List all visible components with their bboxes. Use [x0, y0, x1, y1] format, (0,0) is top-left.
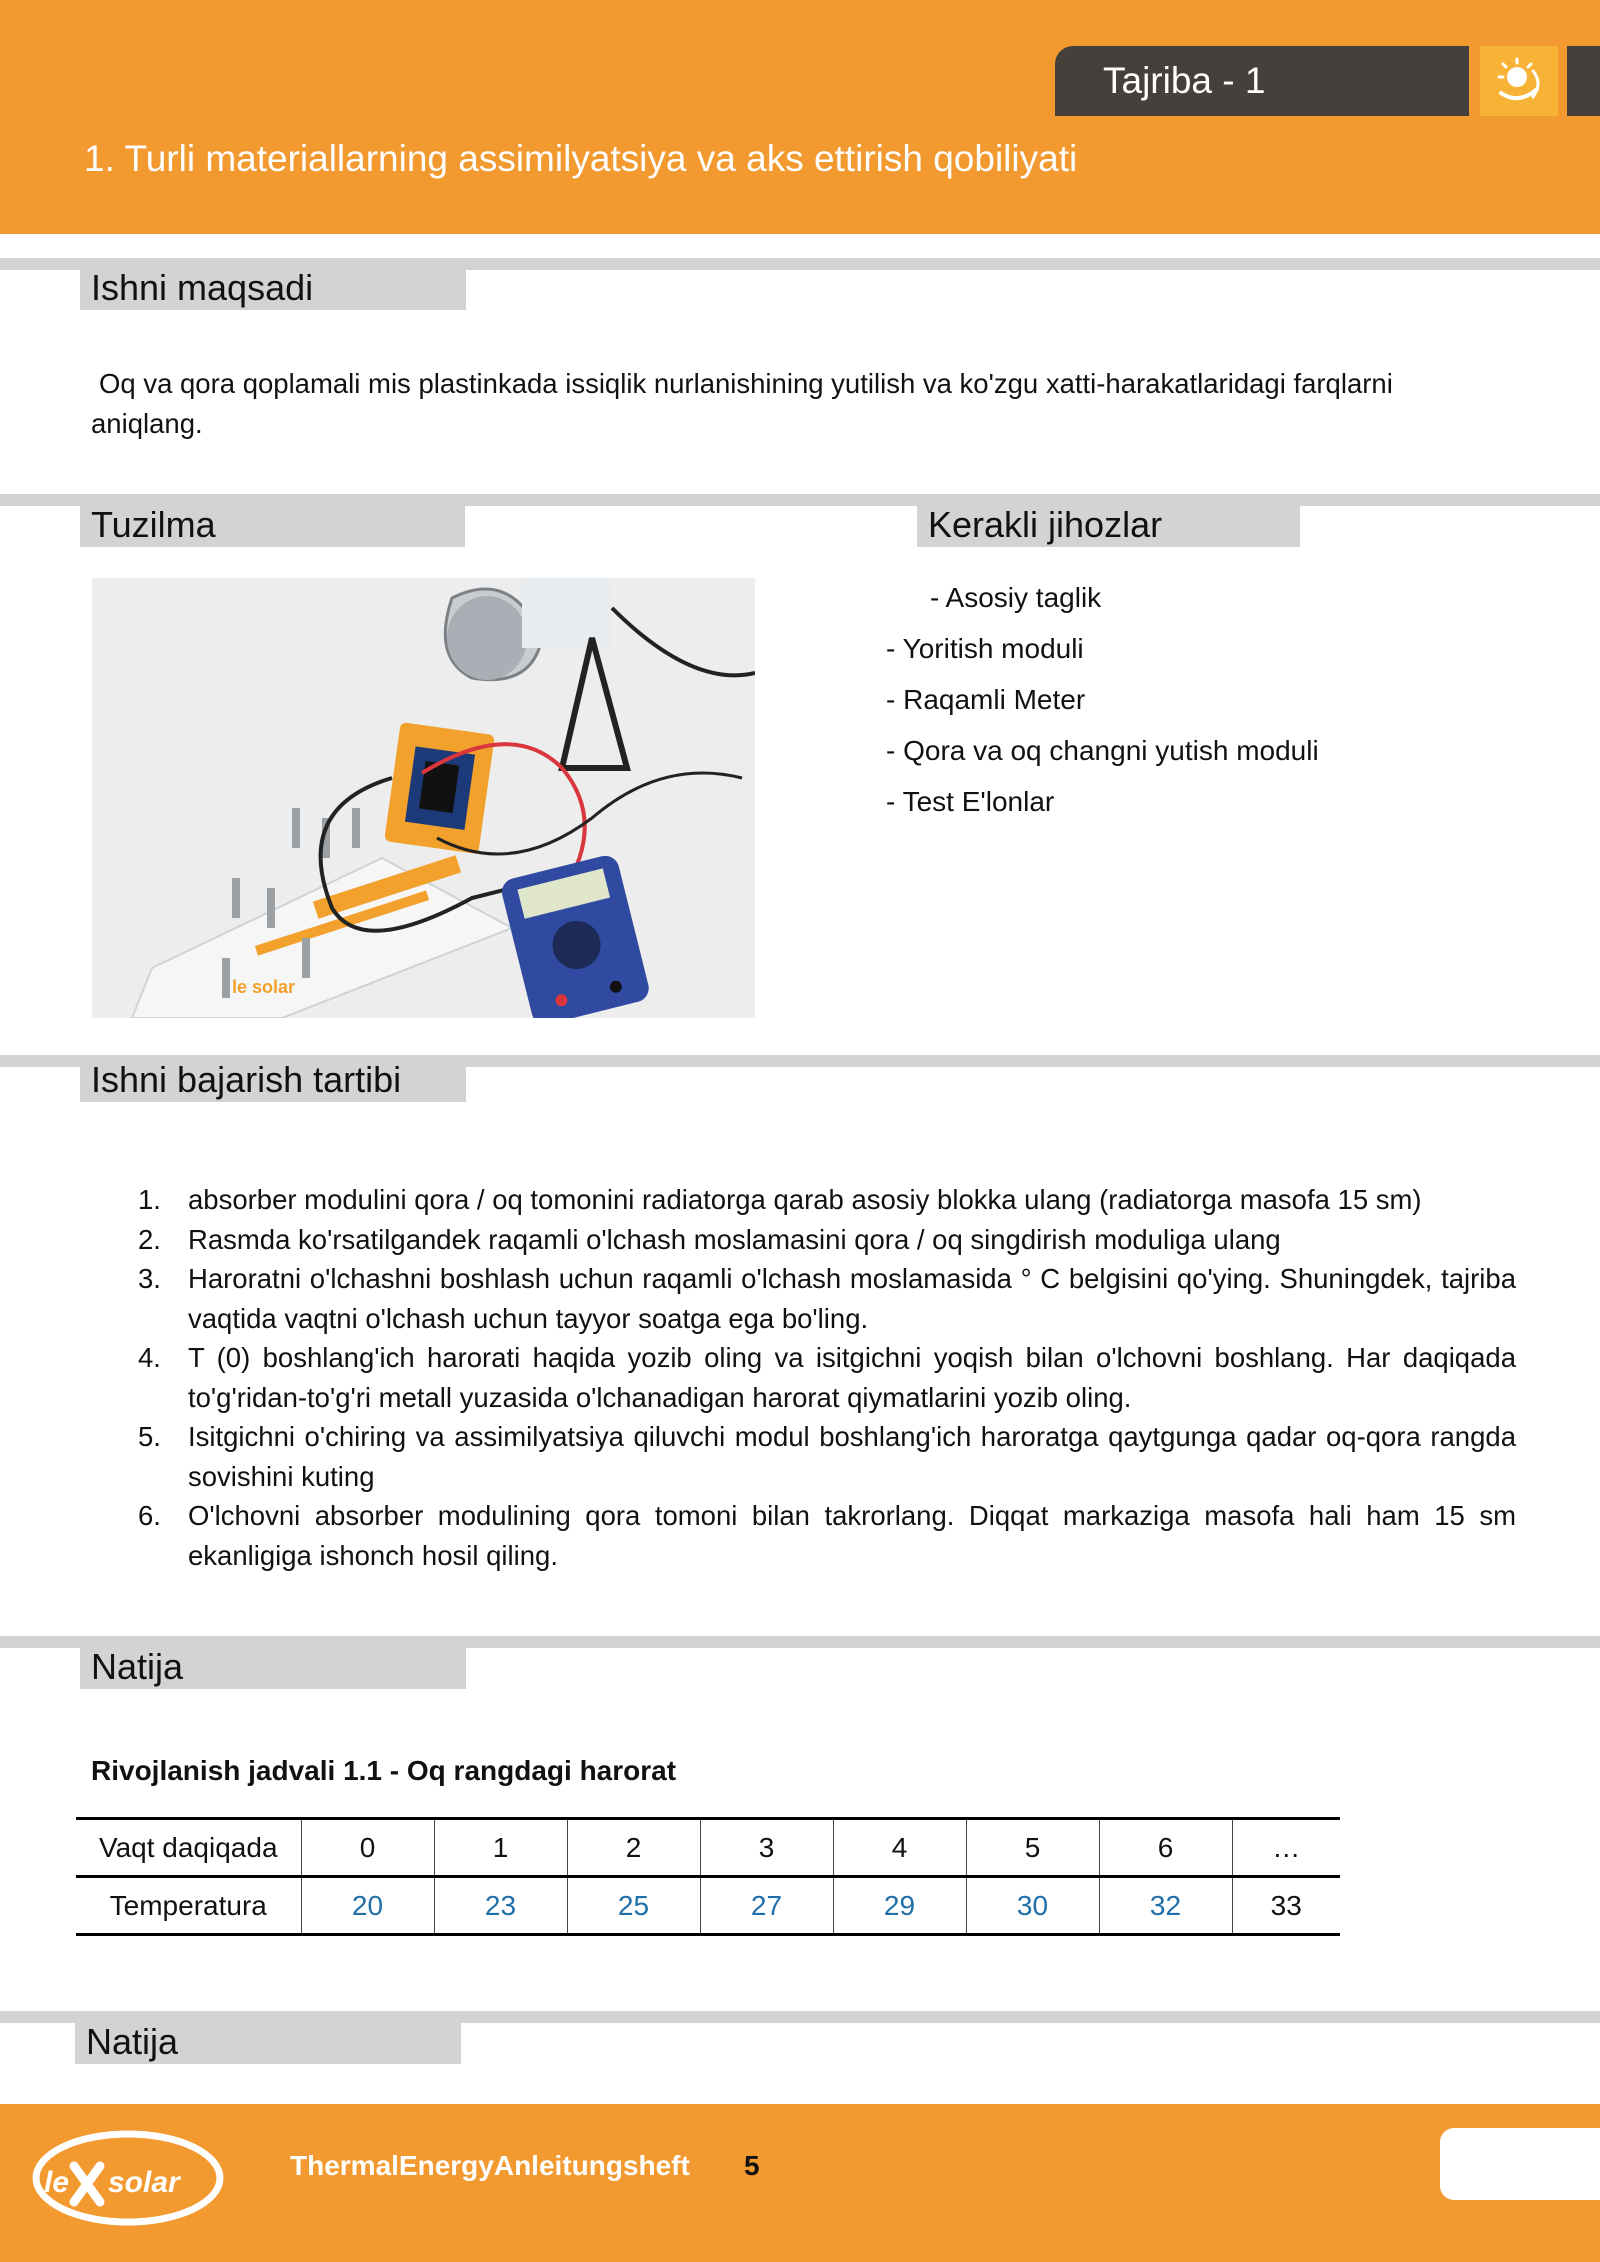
- time-cell: 0: [301, 1819, 434, 1877]
- equipment-item: - Yoritish moduli: [886, 633, 1084, 664]
- page-title: 1. Turli materiallarning assimilyatsiya va aks ettirish qobiliyati: [84, 138, 1078, 179]
- step-number: 3.: [138, 1263, 161, 1294]
- step-text: Rasmda ko'rsatilgandek raqamli o'lchash moslamasini qora / oq singdirish moduliga ulang: [188, 1223, 1281, 1255]
- temperature-cell: 29: [833, 1877, 966, 1935]
- header-accent-strip: [1567, 46, 1600, 116]
- time-cell: …: [1232, 1819, 1340, 1877]
- step-text: Isitgichni o'chiring va assimilyatsiya qiluvchi modul boshlang'ich haroratga qaytgunga qadar oq-qora rangda sovishini kuting: [188, 1421, 1516, 1492]
- procedure-list: [138, 1180, 1516, 1575]
- page-number: 5: [744, 2150, 760, 2181]
- time-cell: 1: [434, 1819, 567, 1877]
- list-item: [138, 1180, 1516, 1220]
- section-label-equipment: Kerakli jihozlar: [917, 503, 1300, 547]
- section-label-procedure: Ishni bajarish tartibi: [80, 1058, 466, 1102]
- footer-title: ThermalEnergyAnleitungsheft: [290, 2150, 690, 2181]
- equipment-item: - Qora va oq changni yutish moduli: [886, 735, 1319, 766]
- list-item: [138, 1259, 1516, 1338]
- equipment-item: - Asosiy taglik: [930, 582, 1102, 613]
- row-header-time: Vaqt daqiqada: [76, 1819, 301, 1877]
- equipment-item: - Raqamli Meter: [886, 684, 1086, 715]
- table-row: [76, 1877, 1340, 1935]
- page-header: [0, 0, 1600, 234]
- results-table: [76, 1817, 1340, 1936]
- section-label-goal: Ishni maqsadi: [80, 266, 466, 310]
- equipment-list: [886, 572, 1446, 827]
- list-item: [138, 1496, 1516, 1575]
- page-footer: [0, 2104, 1600, 2262]
- section-label-result: Natija: [80, 1645, 466, 1689]
- goal-text: Oq va qora qoplamali mis plastinkada issiqlik nurlanishining yutilish va ko'zgu xatti-harakatlaridagi farqlarni aniqlang.: [91, 368, 1393, 439]
- time-cell: 5: [966, 1819, 1099, 1877]
- time-cell: 4: [833, 1819, 966, 1877]
- list-item: [138, 1417, 1516, 1496]
- time-cell: 6: [1099, 1819, 1232, 1877]
- step-number: 1.: [138, 1184, 161, 1215]
- temperature-cell: 20: [301, 1877, 434, 1935]
- temperature-cell: 27: [700, 1877, 833, 1935]
- step-number: 2.: [138, 1223, 161, 1255]
- list-item: [138, 1220, 1516, 1260]
- section-label-structure: Tuzilma: [80, 503, 465, 547]
- step-text: T (0) boshlang'ich harorati haqida yozib oling va isitgichni yoqish bilan o'lchovni boshlang. Har daqiqada to'g'ridan-to'g'ri metall yuzasida o'lchanadigan harorat qiymatlarini yozib oling.: [188, 1342, 1516, 1413]
- experiment-setup-photo: [92, 578, 755, 1018]
- svg-text:le solar: le solar: [232, 977, 296, 997]
- temperature-cell: 25: [567, 1877, 700, 1935]
- experiment-tag: Tajriba - 1: [1055, 46, 1469, 116]
- temperature-cell: 32: [1099, 1877, 1232, 1935]
- list-item: [138, 1338, 1516, 1417]
- temperature-cell: 23: [434, 1877, 567, 1935]
- equipment-item: - Test E'lonlar: [886, 786, 1055, 817]
- step-number: 6.: [138, 1500, 161, 1531]
- step-text: Haroratni o'lchashni boshlash uchun raqamli o'lchash moslamasida ° C belgisini qo'ying. Shuningdek, tajriba vaqtida vaqtni o'lchash uchun tayyor soatga ega bo'ling.: [188, 1263, 1516, 1334]
- footer-tab: [1440, 2128, 1600, 2200]
- table-row: [76, 1819, 1340, 1877]
- step-number: 4.: [138, 1342, 161, 1373]
- row-header-temperature: Temperatura: [76, 1877, 301, 1935]
- svg-text:solar: solar: [108, 2166, 180, 2199]
- step-text: O'lchovni absorber modulining qora tomoni bilan takrorlang. Diqqat markaziga masofa hali ham 15 sm ekanligiga ishonch hosil qiling.: [188, 1500, 1516, 1571]
- step-number: 5.: [138, 1421, 161, 1452]
- step-text: absorber modulini qora / oq tomonini radiatorga qarab asosiy blokka ulang (radiatorga masofa 15 sm): [188, 1184, 1422, 1215]
- lexsolar-logo: [30, 2124, 230, 2232]
- section-label-result-2: Natija: [75, 2020, 461, 2064]
- svg-text:le: le: [44, 2166, 70, 2199]
- temperature-cell: 30: [966, 1877, 1099, 1935]
- time-cell: 2: [567, 1819, 700, 1877]
- table-caption: Rivojlanish jadvali 1.1 - Oq rangdagi harorat: [91, 1755, 677, 1786]
- time-cell: 3: [700, 1819, 833, 1877]
- sun-energy-icon: [1480, 46, 1558, 116]
- temperature-cell: 33: [1232, 1877, 1340, 1935]
